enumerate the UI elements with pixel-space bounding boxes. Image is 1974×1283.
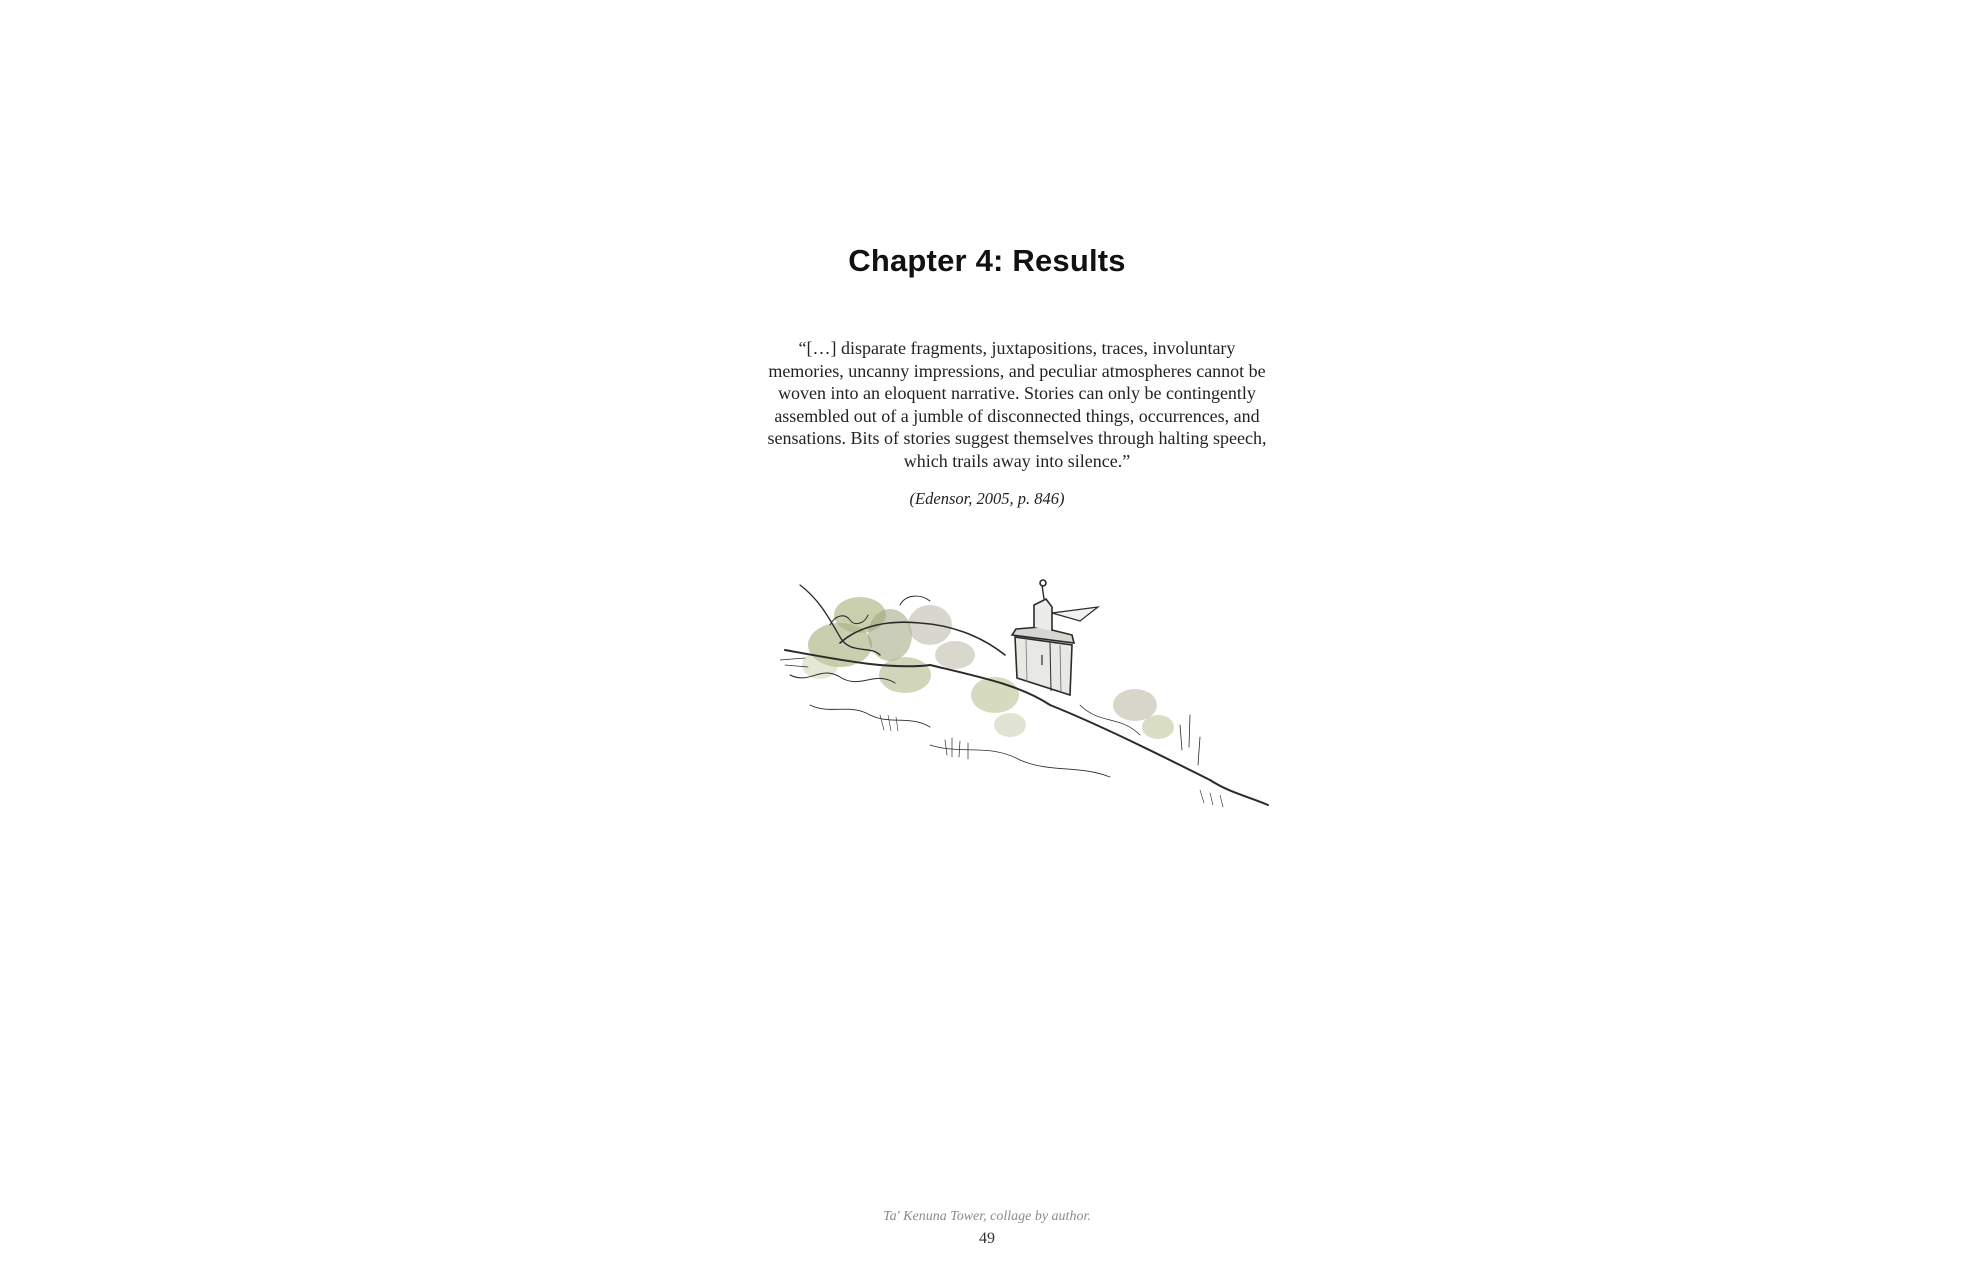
quote-line: which trails away into silence.” [903, 450, 1131, 471]
page-number: 49 [979, 1230, 995, 1247]
quote-line: memories, uncanny impressions, and peculiar atmospheres cannot be [768, 360, 1266, 381]
quote-line: woven into an eloquent narrative. Stories can only be contingently [778, 383, 1256, 403]
epigraph-quote [757, 337, 1277, 472]
figure-caption: Ta' Kenuna Tower, collage by author. [883, 1209, 1091, 1224]
foliage-wash [802, 597, 1174, 739]
quote-citation: (Edensor, 2005, p. 846) [909, 489, 1065, 508]
quote-line: assembled out of a jumble of disconnected things, occurrences, and [774, 405, 1260, 426]
quote-line: “[…] disparate fragments, juxtapositions, traces, involuntary [798, 338, 1236, 358]
tower-sketch-illustration [780, 565, 1270, 850]
chapter-title: Chapter 4: Results [848, 243, 1126, 278]
tower-drawing [1012, 580, 1098, 695]
quote-line: sensations. Bits of stories suggest themselves through halting speech, [767, 428, 1267, 448]
